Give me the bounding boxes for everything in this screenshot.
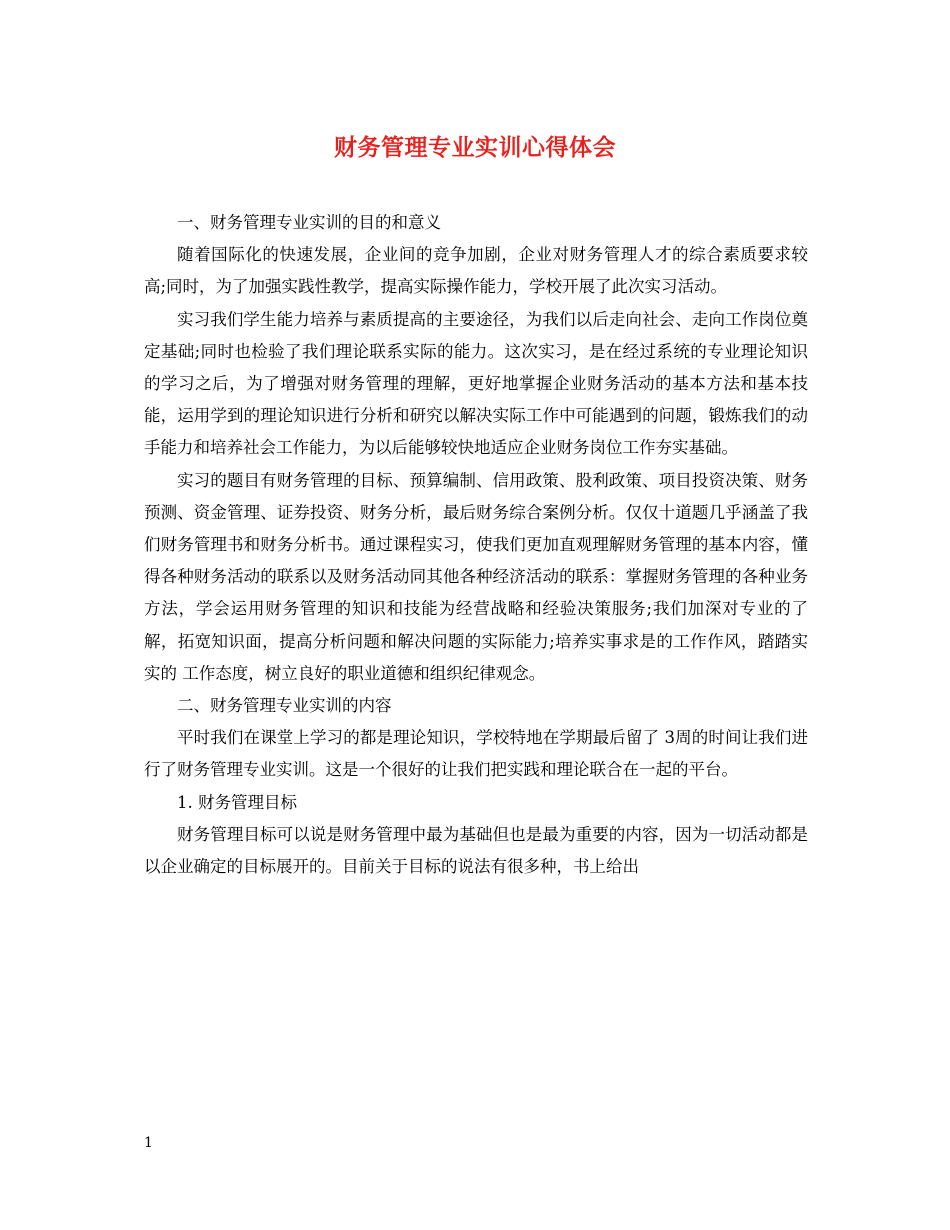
document-title: 财务管理专业实训心得体会 [334,134,616,161]
paragraph: 财务管理目标可以说是财务管理中最为基础但也是最为重要的内容，因为一切活动都是以企业确定的目标展开的。目前关于目标的说法有很多种，书上给出 [144,824,808,877]
paragraph: 随着国际化的快速发展，企业间的竞争加剧，企业对财务管理人才的综合素质要求较高;同时，为了加强实践性教学，提高实际操作能力，学校开展了此次实习活动。 [144,245,808,297]
paragraph: 实习的题目有财务管理的目标、预算编制、信用政策、股利政策、项目投资决策、财务预测、资金管理、证券投资、财务分析，最后财务综合案例分析。仅仅十道题几乎涵盖了我们财务管理书和财务分析书。通过课程实习，使我们更加直观理解财务管理的基本内容，懂得各种财务活动的联系以及财务活动同其他各种经济活动的联系：掌握财务管理的各种业务方法，学会运用财务管理的知识和技能为经营战略和经验决策服务;我们加深对专业的了解，拓宽知识面，提高分析问题和解决问题的实际能力;培养实事求是的工作作风，踏踏实实的 工作态度，树立良好的职业道德和组织纪律观念。 [144,470,808,683]
page-number: 1 [144,1135,153,1151]
subsection-heading: 1. 财务管理目标 [177,792,297,812]
section-heading: 一、财务管理专业实训的目的和意义 [177,213,441,232]
paragraph: 平时我们在课堂上学习的都是理论知识，学校特地在学期最后留了 3周的时间让我们进行了财务管理专业实训。这是一个很好的让我们把实践和理论联合在一起的平台。 [144,728,808,780]
paragraph: 实习我们学生能力培养与素质提高的主要途径，为我们以后走向社会、走向工作岗位奠定基础;同时也检验了我们理论联系实际的能力。这次实习，是在经过系统的专业理论知识的学习之后，为了增强对财务管理的理解，更好地掌握企业财务活动的基本方法和基本技能，运用学到的理论知识进行分析和研究以解决实际工作中可能遇到的问题，锻炼我们的动手能力和培养社会工作能力，为以后能够较快地适应企业财务岗位工作夯实基础。 [144,309,808,458]
document-body [144,207,808,883]
section-heading: 二、财务管理专业实训的内容 [177,696,392,716]
